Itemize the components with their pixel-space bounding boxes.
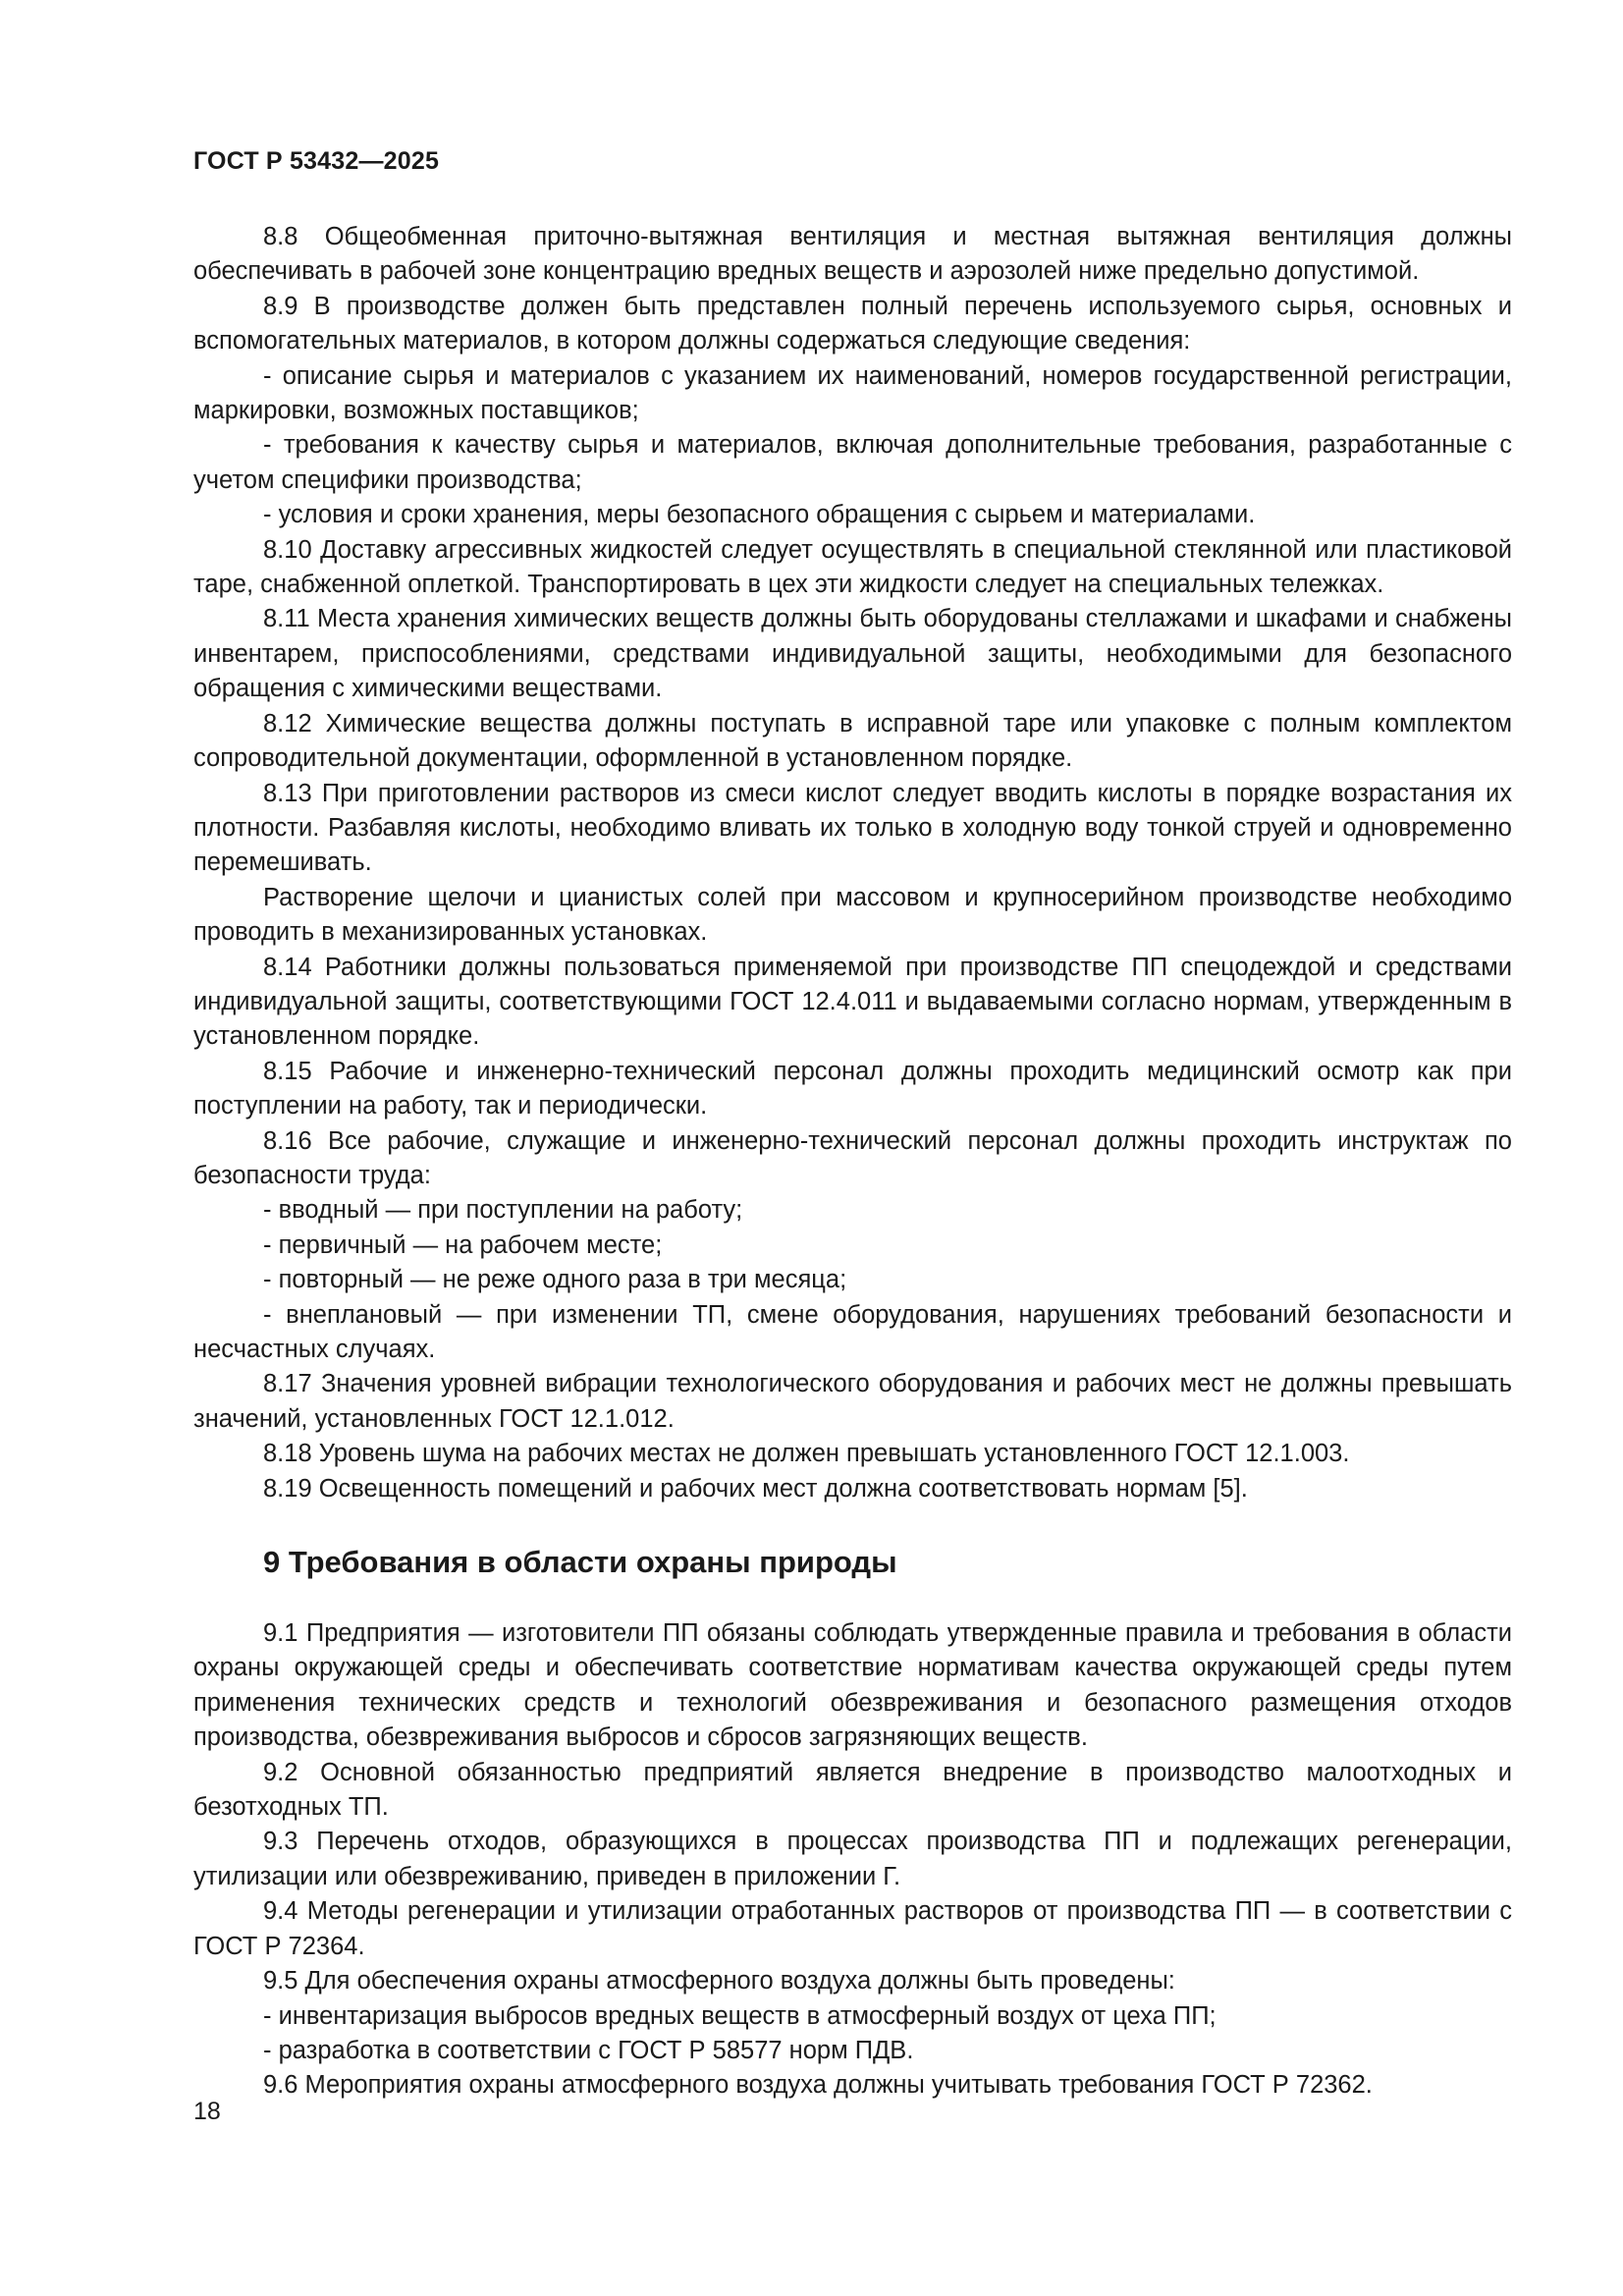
document-body [193,220,1512,2104]
paragraph: 8.8 Общеобменная приточно-вытяжная вентиляция и местная вытяжная вентиляция должны обеспечивать в рабочей зоне концентрацию вредных веществ и аэрозолей ниже предельно допустимой. [193,223,1512,286]
page-number: 18 [193,2098,221,2125]
paragraph: 8.11 Места хранения химических веществ должны быть оборудованы стеллажами и шкафами и снабжены инвентарем, приспособлениями, средствами индивидуальной защиты, необходимыми для безопасного обращения с химическими веществами. [193,605,1512,703]
list-item: - описание сырья и материалов с указанием их наименований, номеров государственной регистрации, маркировки, возможных поставщиков; [193,361,1512,425]
list-item: - требования к качеству сырья и материалов, включая дополнительные требования, разработанные с учетом специфики производства; [193,431,1512,494]
paragraph: 8.13 При приготовлении растворов из смеси кислот следует вводить кислоты в порядке возрастания их плотности. Разбавляя кислоты, необходимо вливать их только в холодную воду тонкой струей и одновременно перемешивать. [193,779,1512,877]
list-item: - вводный — при поступлении на работу; [263,1196,743,1225]
paragraph: 8.19 Освещенность помещений и рабочих мест должна соответствовать нормам [5]. [263,1474,1248,1503]
paragraph: 9.5 Для обеспечения охраны атмосферного воздуха должны быть проведены: [263,1967,1175,1995]
list-item: - разработка в соответствии с ГОСТ Р 58577 норм ПДВ. [263,2036,914,2064]
paragraph: 8.10 Доставку агрессивных жидкостей следует осуществлять в специальной стеклянной или пластиковой таре, снабженной оплеткой. Транспортировать в цех эти жидкости следует на специальных тележках. [193,535,1512,599]
section-9-body [193,1616,1512,2104]
document-header: ГОСТ Р 53432—2025 [193,147,440,175]
paragraph: 8.17 Значения уровней вибрации технологического оборудования и рабочих мест не должны превышать значений, установленных ГОСТ 12.1.012. [193,1370,1512,1433]
paragraph: Растворение щелочи и цианистых солей при массовом и крупносерийном производстве необходимо проводить в механизированных установках. [193,883,1512,947]
paragraph: 9.4 Методы регенерации и утилизации отработанных растворов от производства ПП — в соответствии с ГОСТ Р 72364. [193,1897,1512,1960]
paragraph: 8.9 В производстве должен быть представлен полный перечень используемого сырья, основных и вспомогательных материалов, в котором должны содержаться следующие сведения: [193,292,1512,355]
paragraph: 9.6 Мероприятия охраны атмосферного воздуха должны учитывать требования ГОСТ Р 72362. [263,2071,1373,2100]
list-item: - первичный — на рабочем месте; [263,1230,663,1259]
paragraph: 8.12 Химические вещества должны поступать в исправной таре или упаковке с полным комплектом сопроводительной документации, оформленной в установленном порядке. [193,709,1512,773]
section-9-heading: 9 Требования в области охраны природы [263,1545,897,1580]
paragraph: 9.1 Предприятия — изготовители ПП обязаны соблюдать утвержденные правила и требования в области охраны окружающей среды и обеспечивать соответствие нормативам качества окружающей среды путем применения технических средств и технологий обезвреживания и безопасного размещения отходов производства, обезвреживания выбросов и сбросов загрязняющих веществ. [193,1619,1512,1752]
paragraph: 8.16 Все рабочие, служащие и инженерно-технический персонал должны проходить инструктаж по безопасности труда: [193,1126,1512,1189]
list-item: - условия и сроки хранения, меры безопасного обращения с сырьем и материалами. [263,501,1256,529]
paragraph: 9.3 Перечень отходов, образующихся в процессах производства ПП и подлежащих регенерации, утилизации или обезвреживанию, приведен в приложении Г. [193,1828,1512,1890]
paragraph: 8.15 Рабочие и инженерно-технический персонал должны проходить медицинский осмотр как при поступлении на работу, так и периодически. [193,1057,1512,1121]
paragraph: 9.2 Основной обязанностью предприятий является внедрение в производство малоотходных и безотходных ТП. [193,1758,1512,1822]
list-item: - повторный — не реже одного раза в три месяца; [263,1266,847,1294]
section-8-body [193,220,1512,1506]
list-item: - инвентаризация выбросов вредных веществ в атмосферный воздух от цеха ПП; [263,2001,1217,2030]
paragraph: 8.18 Уровень шума на рабочих местах не должен превышать установленного ГОСТ 12.1.003. [263,1440,1350,1468]
list-item: - внеплановый — при изменении ТП, смене оборудования, нарушениях требований безопасности и несчастных случаях. [193,1300,1512,1363]
paragraph: 8.14 Работники должны пользоваться применяемой при производстве ПП спецодеждой и средствами индивидуальной защиты, соответствующими ГОСТ 12.4.011 и выдаваемыми согласно нормам, утвержденным в установленном порядке. [193,953,1512,1051]
